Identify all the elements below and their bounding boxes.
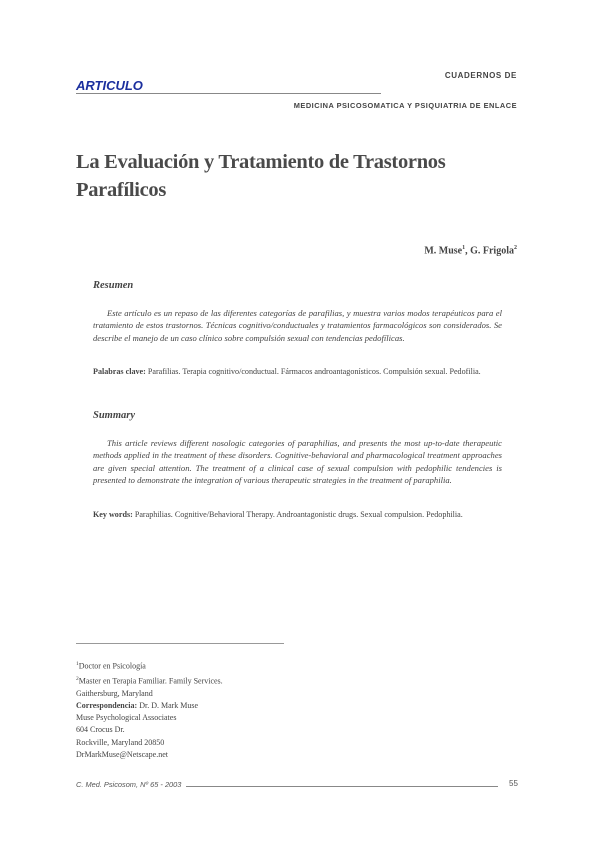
correspondence-address-2: Rockville, Maryland 20850	[76, 737, 165, 747]
header-divider	[76, 93, 381, 94]
page-number: 55	[509, 779, 518, 788]
correspondence	[76, 700, 223, 712]
palabras-clave-label: Palabras clave:	[93, 367, 146, 376]
journal-name-line1: CUADERNOS DE	[444, 71, 517, 80]
footnotes	[76, 658, 223, 761]
footnote-1	[76, 658, 223, 673]
author-1-affiliation-mark: 1	[462, 245, 466, 251]
resumen-text: Este artículo es un repaso de las diferentes categorías de parafilias, y muestra varios modos terapéuticos para el tratamiento de estos trastornos. Técnicas cognitivo/conductuales y tratamientos farmacológicos son considerados. Se describe el manejo de un caso clínico sobre compulsión sexual con tendencias pedofílicas.	[93, 308, 502, 343]
article-title: La Evaluación y Tratamiento de Trastornos Parafílicos	[76, 151, 446, 201]
correspondence-email: DrMarkMuse@Netscape.net	[76, 749, 169, 759]
footnote-2-city: Gaithersburg, Maryland	[76, 688, 153, 698]
journal-name-line2: MEDICINA PSICOSOMATICA Y PSIQUIATRIA DE ENLACE	[293, 101, 517, 110]
summary-text: This article reviews different nosologic categories of paraphilias, and presents the most up-to-date therapeutic methods applied in the treatment of these disorders. Cognitive-behavioral and pharmacological treatment approaches are given special attention. The treatment of a clinical case of sexual compulsion with pedophilic tendencies is presented to demonstrate the integration of various therapeutic strategies in the treatment of paraphilia.	[93, 438, 502, 485]
footer-divider	[186, 786, 498, 787]
section-label: ARTICULO	[76, 78, 143, 93]
summary-keywords	[93, 509, 502, 521]
author-2-affiliation-mark: 2	[514, 245, 517, 251]
footnote-2-mark: 2	[76, 675, 79, 682]
footnote-2	[76, 673, 223, 688]
correspondence-label: Correspondencia:	[76, 700, 138, 710]
footnote-divider	[76, 643, 284, 644]
author-line	[424, 245, 517, 256]
footnote-1-text: Doctor en Psicología	[78, 661, 146, 671]
footer-citation: C. Med. Psicosom, Nº 65 - 2003	[76, 780, 182, 789]
author-1: M. Muse	[424, 245, 463, 257]
author-separator: ,	[465, 245, 471, 257]
footnote-1-mark: 1	[76, 661, 79, 667]
key-words-label: Key words:	[93, 510, 133, 519]
resumen-heading: Resumen	[93, 280, 134, 291]
correspondence-name: Dr. D. Mark Muse	[139, 700, 199, 710]
author-2: G. Frigola	[470, 245, 514, 257]
key-words-list: Paraphilias. Cognitive/Behavioral Therapy. Androantagonistic drugs. Sexual compulsion. Pedophilia.	[134, 510, 463, 519]
correspondence-org: Muse Psychological Associates	[76, 713, 177, 723]
correspondence-address-1: 604 Crocus Dr.	[76, 725, 125, 735]
summary-heading: Summary	[93, 410, 136, 421]
palabras-clave-list: Parafilias. Terapia cognitivo/conductual. Fármacos androantagonísticos. Compulsión sexual. Pedofilia.	[147, 367, 481, 376]
footnote-2-text: Master en Terapia Familiar. Family Services.	[78, 676, 223, 686]
resumen-keywords	[93, 366, 502, 378]
